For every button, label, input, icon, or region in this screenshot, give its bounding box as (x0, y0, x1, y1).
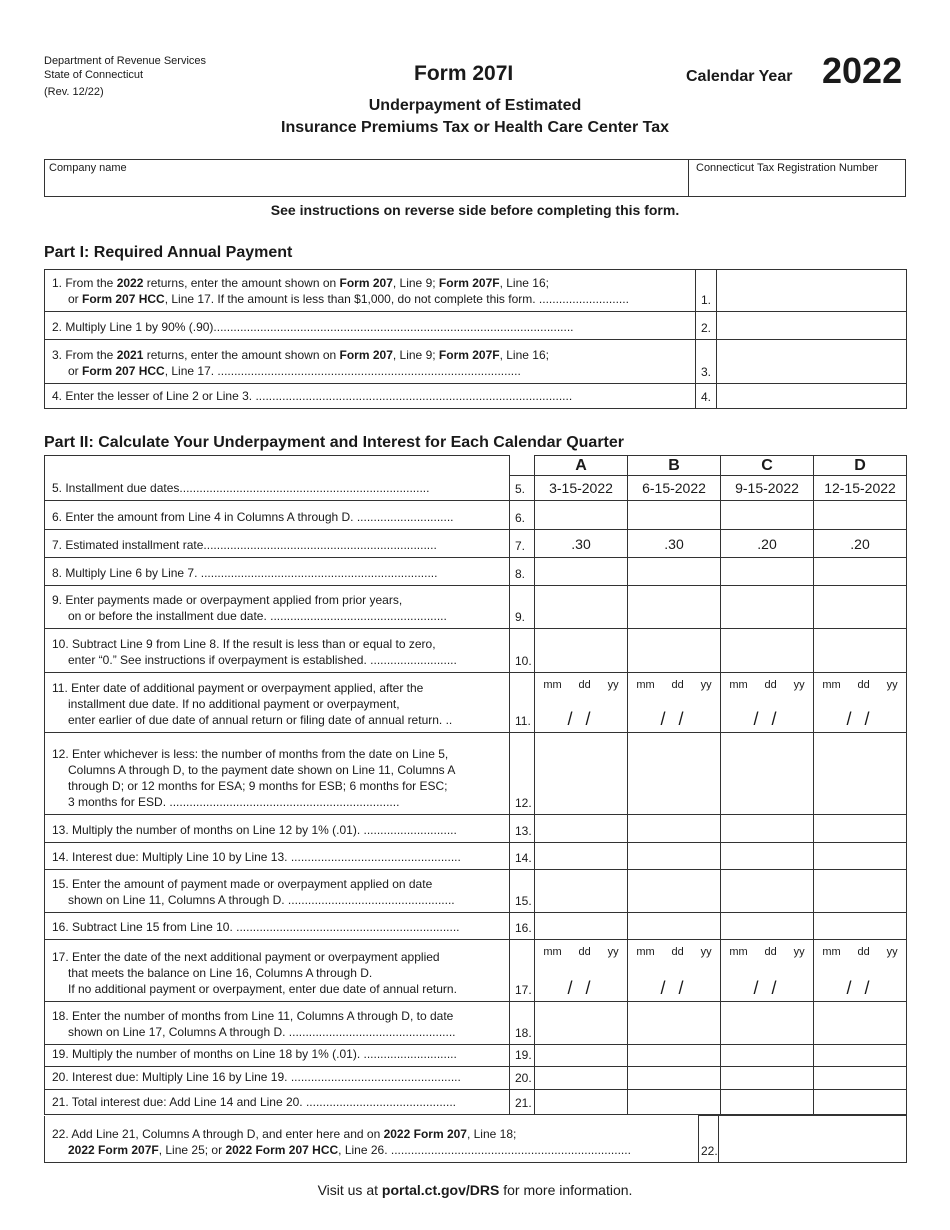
line-22-row (45, 1116, 907, 1163)
line-8-input-d[interactable] (814, 558, 907, 586)
line-9-input-b[interactable] (628, 586, 721, 629)
calendar-year: 2022 (822, 50, 903, 91)
line-21-input-c[interactable] (721, 1090, 814, 1115)
column-b-header: B (628, 456, 721, 476)
line-13-input-b[interactable] (628, 815, 721, 843)
line-22-amount-input[interactable] (719, 1116, 907, 1163)
line-1-amount-input[interactable] (717, 270, 907, 312)
line-19-row (45, 1045, 907, 1067)
line-15-input-b[interactable] (628, 870, 721, 913)
line-2-amount-input[interactable] (717, 312, 907, 340)
company-name-field[interactable]: Company name (49, 162, 127, 174)
line-22-table (44, 1115, 907, 1163)
footer-note: Visit us at portal.ct.gov/DRS for more information. (317, 1182, 633, 1198)
dept-name: Department of Revenue Services (44, 55, 207, 67)
line-9-input-d[interactable] (814, 586, 907, 629)
line-6-description: 6. Enter the amount from Line 4 in Columns A through D. ............................. (45, 501, 510, 530)
line-12-row (45, 733, 907, 815)
line-15-input-d[interactable] (814, 870, 907, 913)
line-18-description: 18. Enter the number of months from Line 11, Columns A through D, to date shown on Line 17, Columns A through D. .................................................. (45, 1002, 510, 1045)
line-13-row (45, 815, 907, 843)
line-10-description: 10. Subtract Line 9 from Line 8. If the result is less than or equal to zero, enter “0.” See instructions if overpayment is established. .......................... (45, 629, 510, 673)
line-8-input-c[interactable] (721, 558, 814, 586)
line-9-input-c[interactable] (721, 586, 814, 629)
line-11-date-a[interactable]: mm dd yy / / (535, 673, 628, 733)
line-6-row (45, 501, 907, 530)
line-4-amount-input[interactable] (717, 384, 907, 409)
line-15-description: 15. Enter the amount of payment made or overpayment applied on date shown on Line 11, Columns A through D. .................................................. (45, 870, 510, 913)
line-16-input-b[interactable] (628, 913, 721, 940)
line-7-description: 7. Estimated installment rate...................................................................... (45, 530, 510, 558)
line-12-input-b[interactable] (628, 733, 721, 815)
line-21-input-d[interactable] (814, 1090, 907, 1115)
rate-b: .30 (628, 530, 721, 558)
line-18-input-b[interactable] (628, 1002, 721, 1045)
line-14-row (45, 843, 907, 870)
drs-portal-link[interactable]: portal.ct.gov/DRS (381, 1182, 500, 1198)
line-8-input-b[interactable] (628, 558, 721, 586)
line-11-date-c[interactable]: mm dd yy / / (721, 673, 814, 733)
line-4-description: 4. Enter the lesser of Line 2 or Line 3. ............................................................................................... (45, 384, 696, 409)
line-10-input-b[interactable] (628, 629, 721, 673)
due-date-c: 9-15-2022 (721, 476, 814, 501)
line-20-number: 20. (510, 1067, 535, 1090)
line-13-input-a[interactable] (535, 815, 628, 843)
line-20-input-d[interactable] (814, 1067, 907, 1090)
line-11-date-b[interactable]: mm dd yy / / (628, 673, 721, 733)
header-blank-num (510, 456, 535, 476)
form-title: Form 207I (414, 62, 514, 85)
column-c-header: C (721, 456, 814, 476)
line-6-input-b[interactable] (628, 501, 721, 530)
line-18-row (45, 1002, 907, 1045)
line-10-input-c[interactable] (721, 629, 814, 673)
line-14-number: 14. (510, 843, 535, 870)
line-6-input-a[interactable] (535, 501, 628, 530)
tax-registration-field[interactable]: Connecticut Tax Registration Number (696, 162, 878, 174)
subtitle-line-1: Underpayment of Estimated (368, 97, 582, 114)
line-14-input-b[interactable] (628, 843, 721, 870)
rate-d: .20 (814, 530, 907, 558)
line-10-input-a[interactable] (535, 629, 628, 673)
part2-table (44, 455, 907, 1115)
part1-row (45, 340, 907, 384)
line-13-number: 13. (510, 815, 535, 843)
line-8-number: 8. (510, 558, 535, 586)
see-instructions-note: See instructions on reverse side before completing this form. (270, 202, 680, 218)
state-name: State of Connecticut (44, 69, 144, 81)
calendar-year-label: Calendar Year (686, 68, 793, 85)
line-16-row (45, 913, 907, 940)
part1-table (44, 269, 907, 409)
part1-row (45, 312, 907, 340)
line-6-input-c[interactable] (721, 501, 814, 530)
line-11-number: 11. (510, 673, 535, 733)
line-16-number: 16. (510, 913, 535, 940)
line-10-row (45, 629, 907, 673)
form-subtitle (0, 95, 950, 139)
line-18-number: 18. (510, 1002, 535, 1045)
line-17-date-d[interactable]: mm dd yy / / (814, 940, 907, 1002)
part2-title: Part II: Calculate Your Underpayment and Interest for Each Calendar Quarter (44, 434, 625, 451)
line-8-description: 8. Multiply Line 6 by Line 7. ....................................................................... (45, 558, 510, 586)
line-18-input-a[interactable] (535, 1002, 628, 1045)
line-6-input-d[interactable] (814, 501, 907, 530)
line-15-input-a[interactable] (535, 870, 628, 913)
line-15-number: 15. (510, 870, 535, 913)
due-date-a: 3-15-2022 (535, 476, 628, 501)
line-11-date-d[interactable]: mm dd yy / / (814, 673, 907, 733)
line-18-input-d[interactable] (814, 1002, 907, 1045)
line-14-description: 14. Interest due: Multiply Line 10 by Line 13. ................................................... (45, 843, 510, 870)
line-10-number: 10. (510, 629, 535, 673)
part1-title: Part I: Required Annual Payment (44, 244, 293, 261)
line-21-number: 21. (510, 1090, 535, 1115)
line-20-row (45, 1067, 907, 1090)
line-3-amount-input[interactable] (717, 340, 907, 384)
line-2-number: 2. (696, 312, 717, 340)
line-10-input-d[interactable] (814, 629, 907, 673)
line-19-input-a[interactable] (535, 1045, 628, 1067)
line-17-date-a[interactable]: mm dd yy / / (535, 940, 628, 1002)
line-20-description: 20. Interest due: Multiply Line 16 by Line 19. ................................................... (45, 1067, 510, 1090)
line-19-number: 19. (510, 1045, 535, 1067)
line-16-input-c[interactable] (721, 913, 814, 940)
company-info-box (44, 159, 906, 197)
line-8-row (45, 558, 907, 586)
line-18-input-c[interactable] (721, 1002, 814, 1045)
line-11-description: 11. Enter date of additional payment or overpayment applied, after the installment due date. If no additional payment or overpayment, enter earlier of due date of annual return or filing date of annual return. .. (45, 673, 510, 733)
line-19-input-c[interactable] (721, 1045, 814, 1067)
line-1-number: 1. (696, 270, 717, 312)
part1-row (45, 270, 907, 312)
line-11-row (45, 673, 907, 733)
line-7-row (45, 530, 907, 558)
line-9-description: 9. Enter payments made or overpayment applied from prior years, on or before the installment due date. ..................................................... (45, 586, 510, 629)
line-7-number: 7. (510, 530, 535, 558)
subtitle-line-2: Insurance Premiums Tax or Health Care Center Tax (281, 119, 669, 136)
rate-c: .20 (721, 530, 814, 558)
line-17-date-c[interactable]: mm dd yy / / (721, 940, 814, 1002)
line-19-input-d[interactable] (814, 1045, 907, 1067)
line-4-number: 4. (696, 384, 717, 409)
line-5-row (45, 476, 907, 501)
line-14-input-c[interactable] (721, 843, 814, 870)
line-14-input-d[interactable] (814, 843, 907, 870)
line-12-input-d[interactable] (814, 733, 907, 815)
column-a-header: A (535, 456, 628, 476)
line-9-row (45, 586, 907, 629)
line-22-description: 22. Add Line 21, Columns A through D, and enter here and on 2022 Form 207, Line 18; 2022 Form 207F, Line 25; or 2022 Form 207 HCC, Line 26. ........................................................................ (45, 1116, 699, 1163)
line-19-description: 19. Multiply the number of months on Line 18 by 1% (.01). ............................ (45, 1045, 510, 1067)
line-21-description: 21. Total interest due: Add Line 14 and Line 20. ............................................. (45, 1090, 510, 1115)
dept-block (44, 54, 206, 99)
line-22-number: 22. (699, 1116, 719, 1163)
line-15-input-c[interactable] (721, 870, 814, 913)
line-1-description: 1. From the 2022 returns, enter the amount shown on Form 207, Line 9; Form 207F, Line 16; or Form 207 HCC, Line 17. If the amount is less than $1,000, do not complete this form. ........................... (45, 270, 696, 312)
line-21-input-a[interactable] (535, 1090, 628, 1115)
line-14-input-a[interactable] (535, 843, 628, 870)
line-20-input-b[interactable] (628, 1067, 721, 1090)
line-17-date-b[interactable]: mm dd yy / / (628, 940, 721, 1002)
header-blank (45, 456, 510, 476)
line-20-input-a[interactable] (535, 1067, 628, 1090)
line-16-input-a[interactable] (535, 913, 628, 940)
revision: (Rev. 12/22) (44, 86, 104, 98)
line-21-row (45, 1090, 907, 1115)
line-17-description: 17. Enter the date of the next additional payment or overpayment applied that meets the balance on Line 16, Columns A through D. If no additional payment or overpayment, enter due date of annual return. (45, 940, 510, 1002)
line-6-number: 6. (510, 501, 535, 530)
column-d-header: D (814, 456, 907, 476)
line-5-number: 5. (510, 476, 535, 501)
line-9-number: 9. (510, 586, 535, 629)
line-12-input-c[interactable] (721, 733, 814, 815)
line-8-input-a[interactable] (535, 558, 628, 586)
line-16-input-d[interactable] (814, 913, 907, 940)
line-13-description: 13. Multiply the number of months on Line 12 by 1% (.01). ............................ (45, 815, 510, 843)
line-20-input-c[interactable] (721, 1067, 814, 1090)
line-12-number: 12. (510, 733, 535, 815)
company-box-divider (688, 160, 689, 196)
line-21-input-b[interactable] (628, 1090, 721, 1115)
line-13-input-d[interactable] (814, 815, 907, 843)
due-date-d: 12-15-2022 (814, 476, 907, 501)
line-15-row (45, 870, 907, 913)
line-16-description: 16. Subtract Line 15 from Line 10. ................................................................... (45, 913, 510, 940)
line-12-input-a[interactable] (535, 733, 628, 815)
line-19-input-b[interactable] (628, 1045, 721, 1067)
line-13-input-c[interactable] (721, 815, 814, 843)
part1-row (45, 384, 907, 409)
due-date-b: 6-15-2022 (628, 476, 721, 501)
line-9-input-a[interactable] (535, 586, 628, 629)
rate-a: .30 (535, 530, 628, 558)
line-3-number: 3. (696, 340, 717, 384)
line-17-row (45, 940, 907, 1002)
line-5-description: 5. Installment due dates........................................................................... (45, 476, 510, 501)
line-17-number: 17. (510, 940, 535, 1002)
line-3-description: 3. From the 2021 returns, enter the amount shown on Form 207, Line 9; Form 207F, Line 16; or Form 207 HCC, Line 17. ........................................................................................... (45, 340, 696, 384)
line-12-description: 12. Enter whichever is less: the number of months from the date on Line 5, Columns A through D, to the payment date shown on Line 11, Columns A through D; or 12 months for ESA; 9 months for ESB; 6 months for ESC; 3 months for ESD. ..................................................................... (45, 733, 510, 815)
column-header-row (45, 456, 907, 476)
line-2-description: 2. Multiply Line 1 by 90% (.90)............................................................................................................ (45, 312, 696, 340)
